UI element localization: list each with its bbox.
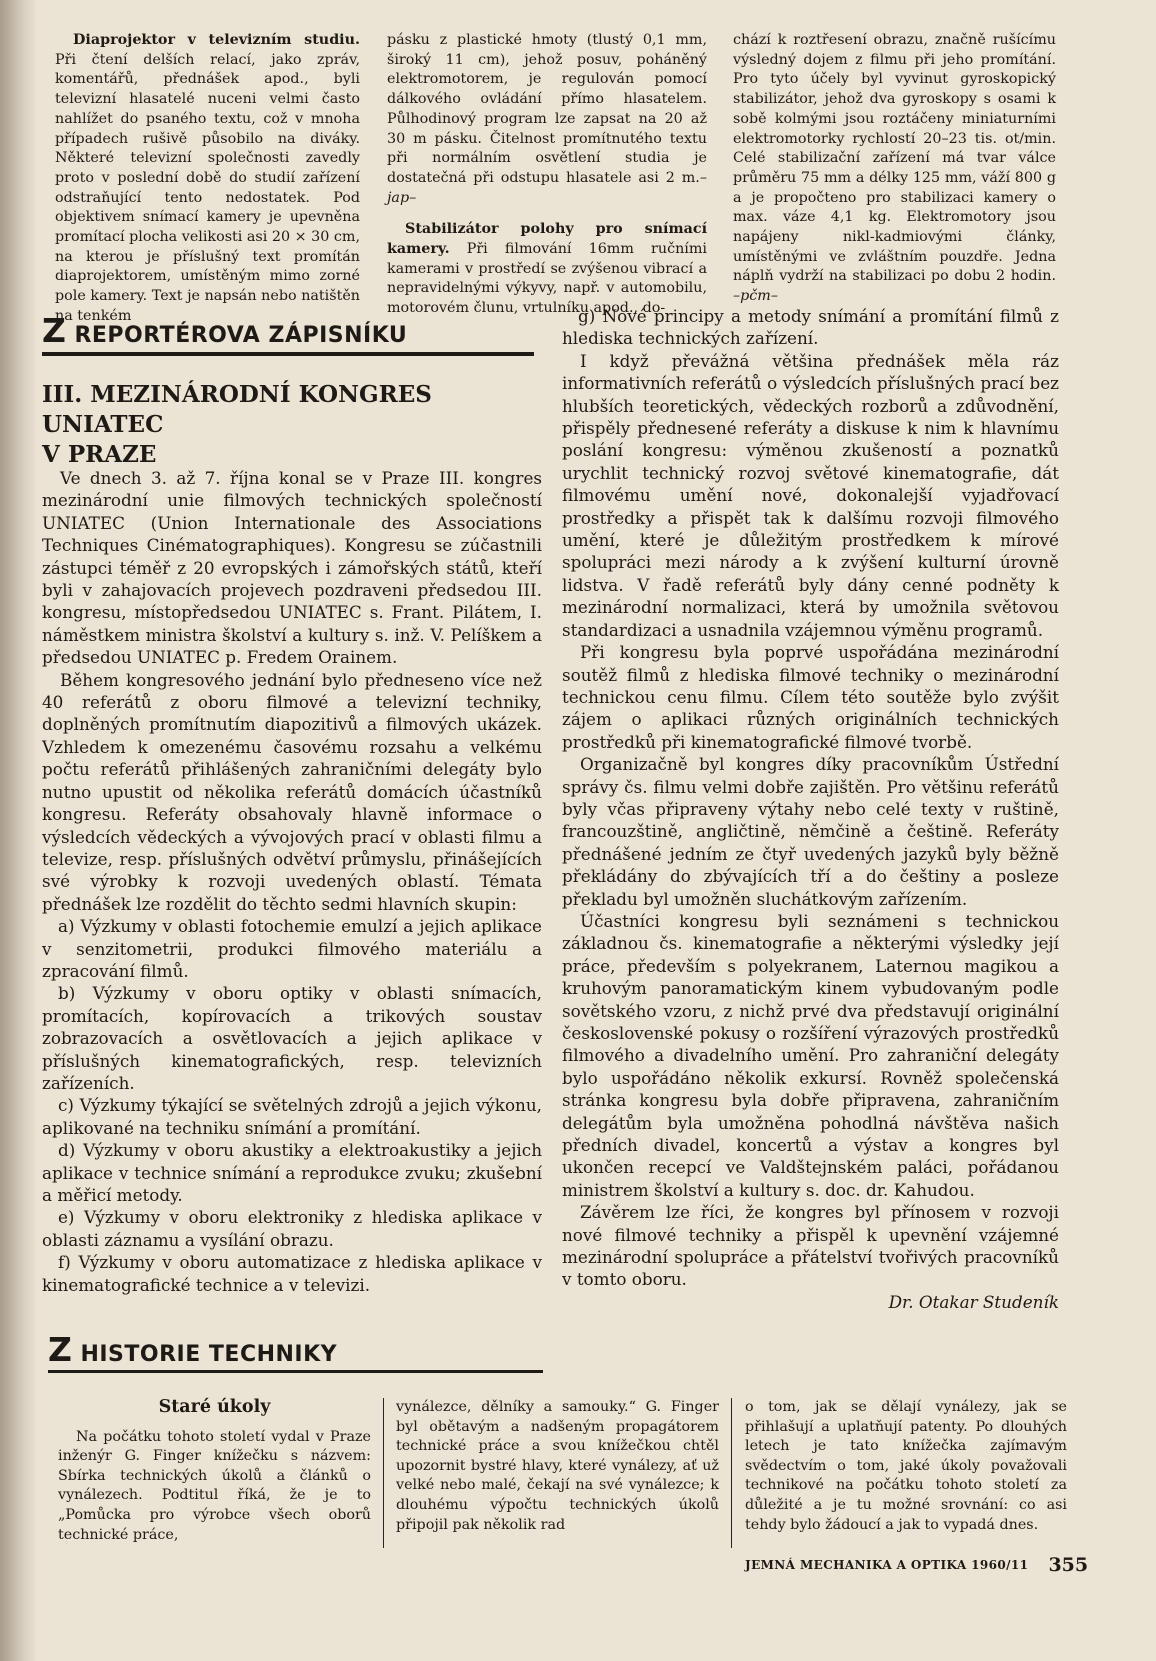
article-column-left: [42, 467, 542, 1296]
page-binding-shadow: [0, 0, 38, 1661]
list-item-f: f) Výzkumy v oboru automatizace z hlediska aplikace v kinematografické technice a v televizi.: [42, 1252, 542, 1295]
section-title-historie: HISTORIE TECHNIKY: [80, 1342, 338, 1367]
article-body-diaprojektor-cont: pásku z plastické hmoty (tlustý 0,1 mm, široký 11 cm), jehož posuv, poháněný elektromotorem, je regulován pomocí dálkového ovládání přímo hlasatelem. Půlhodinový program lze zapsat na 20 až 30 m pásku. Čitelnost promítnutého textu při normálním osvětlení studia je dostatečná při odstupu hlasatele asi 2 m.: [387, 32, 707, 186]
section-initial-z: Z: [48, 1330, 73, 1369]
article-headline-uniatec: [42, 380, 542, 470]
paragraph: Na počátku tohoto století vydal v Praze inženýr G. Finger knížečku s názvem: Sbírka technických úkolů a článků o vynálezech. Podtitul říká, že je to „Pomůcka pro výrobce všech oborů technické práce,: [58, 1428, 371, 1543]
top-column-3: [733, 31, 1056, 307]
paragraph: Ve dnech 3. až 7. října konal se v Praze III. kongres mezinárodní unie filmových technických společností UNIATEC (Union Internationale des Associations Techniques Cinématographiques). Kongresu se zúčastnili zástupci téměř z 20 evropských i zámořských států, kteří byli v zahajovacích projevech pozdraveni předsedou III. kongresu, místopředsedou UNIATEC s. Frant. Pilátem, I. náměstkem ministra školství a kultury s. inž. V. Pelíškem a předsedou UNIATEC p. Fredem Orainem.: [42, 468, 542, 668]
headline-line-2: V PRAZE: [42, 441, 157, 468]
column-divider: [731, 1398, 732, 1548]
article-body-stabilizator: Při filmování 16mm ručními kamerami v prostředí se zvýšenou vibrací a nepravidelnými výkyvy, např. v automobilu, motorovém člunu, vrtulníku apod., do-: [387, 241, 707, 317]
paragraph: Závěrem lze říci, že kongres byl přínosem v rozvoji nové filmové techniky a přispěl k upevnění vzájemné mezinárodní spolupráce a přátelství tvořivých pracovníků v tomto oboru.: [562, 1202, 1059, 1290]
paragraph: Během kongresového jednání bylo předneseno více než 40 referátů z oboru filmové a televizní techniky, doplněných promítnutím diapozitivů a filmových ukázek. Vzhledem k omezenému časovému rozsahu a velkému počtu referátů přihlášených zahraničními delegáty bylo nutno upustit od několika referátů domácích účastníků kongresu. Referáty obsahovaly hlavně informace o výsledcích vědeckých a vývojových prací v oblasti filmu a televize, resp. příslušných odvětví průmyslu, přinášejících své výrobky k rozvoji uvedených oblastí. Témata přednášek lze rozdělit do těchto sedmi hlavních skupin:: [42, 669, 542, 914]
article-body-stabilizator-cont: chází k roztřesení obrazu, značně rušícímu výsledný dojem z filmu při jeho promítání. Pro tyto účely byl vyvinut gyroskopický stabilizátor, jehož dva gyroskopy s osami k sobě kolmými jsou roztáčeny miniaturními elektromotorky rychlostí 20–23 tis. ot/min. Celé stabilizační zařízení má tvar válce průměru 75 mm a délky 125 mm, váží 800 g a je propočteno pro stabilizaci kamery o max. váze 4,1 kg. Elektromotory jsou napájeny nikl-kadmiovými články, umístěnými ve zvláštním pouzdře. Jedna náplň vydrží na stabilizaci po dobu 2 hodin.: [733, 32, 1056, 285]
history-column-1: [58, 1398, 371, 1545]
section-header-historie: [48, 1330, 338, 1369]
paragraph: I když převážná většina přednášek měla ráz informativních referátů o výsledcích příslušných prací bez hlubších teoretických, vědeckých rozborů a zdůvodnění, přispěly přednesené referáty a diskuse k nim k hlavnímu poslání kongresu: výměnou zkušeností a poznatků urychlit technický rozvoj světové kinematografie, dát filmovému umění nové, dokonalejší vyjadřovací prostředky a přispět tak k dalšímu rozvoji filmového umění, které je důležitým prostředkem k mírové spolupráci mezi národy a k zvýšení kulturní úrovně lidstva. V řadě referátů byly dány cenné podněty k mezinárodní normalizaci, která by umožnila světovou standardizaci a usnadnila vzájemnou výměnu programů.: [562, 350, 1059, 640]
author-signature: Dr. Otakar Studeník: [888, 1291, 1059, 1312]
history-column-3: [745, 1398, 1067, 1535]
magazine-name: JEMNÁ MECHANIKA A OPTIKA 1960/11: [745, 1558, 1029, 1572]
column-divider: [383, 1398, 384, 1548]
article-column-right: [562, 305, 1059, 1313]
page-number: 355: [1048, 1554, 1089, 1576]
paragraph: Účastníci kongresu byli seznámeni s technickou základnou čs. kinematografie a některými výsledky její práce, především s polyekranem, Laternou magikou a kruhovým panoramatickým kinem vybudovaným podle sovětského vzoru, z nichž prvé dva představují originální československé pokusy o rozšíření výrazových prostředků filmového a divadelního umění. Pro zahraniční delegáty bylo uspořádáno několik exkursí. Rovněž společenská stránka kongresu byla dobře připravena, zahraničním delegátům byla umožněna pohodlná návštěva našich předních divadel, koncertů a výstav a kongres byl ukončen recepcí ve Valdštejnském paláci, pořádanou ministrem školství a kultury s. doc. dr. Kahudou.: [562, 910, 1059, 1200]
section-initial-z: Z: [42, 311, 67, 350]
paragraph: o tom, jak se dělají vynálezy, jak se přihlašují a uplatňují patenty. Po dlouhých letech je tato knížečka zajímavým svědectvím o tom, jaké úkoly považovali technikové na počátku tohoto století za důležité a je tu možné srovnání: co asi tehdy bylo žádoucí a jak to vypadá dnes.: [745, 1399, 1067, 1533]
article-title-diaprojektor: Diaprojektor v televizním studiu.: [73, 32, 360, 48]
page-footer: [745, 1552, 1089, 1578]
article-body-diaprojektor: Při čtení delších relací, jako zpráv, komentářů, přednášek apod., byli televizní hlasatelé nuceni velmi často nahlížet do psaného textu, což v mnoha případech rušivě působilo na diváky. Některé televizní společnosti zavedly proto v poslední době do studií zařízení odstraňující tento nedostatek. Pod objektivem snímací kamery je upevněna promítací plocha velikosti asi 20 × 30 cm, na kterou je příslušný text promítán diaprojektorem, umístěným mimo zorné pole kamery. Text je napsán nebo natištěn na tenkém: [55, 51, 360, 324]
list-item-b: b) Výzkumy v oboru optiky v oblasti snímacích, promítacích, kopírovacích a trikových soustav zobrazovacích a osvětlovacích a jejich aplikace v příslušných kinematografických, resp. televizních zařízeních.: [42, 983, 542, 1093]
list-item-d: d) Výzkumy v oboru akustiky a elektroakustiky a jejich aplikace v technice snímání a reprodukce zvuku; zkušební a měřicí metody.: [42, 1140, 542, 1205]
article-title-stabilizator: Stabilizátor polohy pro snímací kamery.: [387, 221, 707, 258]
top-column-1: [55, 31, 360, 327]
list-item-e: e) Výzkumy v oboru elektroniky z hlediska aplikace v oblasti záznamu a vysílání obrazu.: [42, 1207, 542, 1250]
paragraph: vynálezce, dělníky a samouky.“ G. Finger byl obětavým a nadšeným propagátorem technické práce a svou knížečkou chtěl upozornit bystré hlavy, které vynálezy, ať už velké nebo malé, čekají na své vynálezce; k dlouhému výpočtu technických úkolů připojil pak několik rad: [396, 1399, 719, 1533]
article-subheading: Staré úkoly: [158, 1397, 271, 1417]
section-header-reporter: [42, 311, 408, 350]
top-column-2: [387, 31, 707, 319]
list-item-g: g) Nové principy a metody snímání a promítání filmů z hlediska technických zařízení.: [562, 306, 1059, 349]
signature-jap: –jap–: [387, 169, 707, 206]
section-title-reporter: REPORTÉROVA ZÁPISNÍKU: [74, 323, 408, 348]
list-item-a: a) Výzkumy v oblasti fotochemie emulzí a jejich aplikace v senzitometrii, produkci filmového materiálu a zpracování filmů.: [42, 916, 542, 981]
headline-line-1: III. MEZINÁRODNÍ KONGRES UNIATEC: [42, 381, 432, 438]
paragraph: Při kongresu byla poprvé uspořádána mezinárodní soutěž filmů z hlediska filmové techniky o mezinárodní technickou cenu filmu. Cílem této soutěže bylo zvýšit zájem o aplikaci různých originálních technických prostředků při kinematografické filmové tvorbě.: [562, 642, 1059, 752]
signature-pcm: –pčm–: [733, 288, 779, 305]
paragraph: Organizačně byl kongres díky pracovníkům Ústřední správy čs. filmu velmi dobře zajištěn. Pro většinu referátů byly včas připraveny výtahy nebo celé texty v ruštině, francouzštině, angličtině, němčině a češtině. Referáty přednášené jedním ze čtyř uvedených jazyků byly běžně překládány do zbývajících tří a do češtiny a posleze překladu byl umožněn sluchátkovým zařízením.: [562, 754, 1059, 909]
list-item-c: c) Výzkumy týkající se světelných zdrojů a jejich výkonu, aplikované na techniku snímání a promítání.: [42, 1095, 542, 1138]
section-rule-reporter: [42, 352, 534, 356]
section-rule-historie: [48, 1370, 543, 1373]
history-column-2: [396, 1398, 719, 1535]
